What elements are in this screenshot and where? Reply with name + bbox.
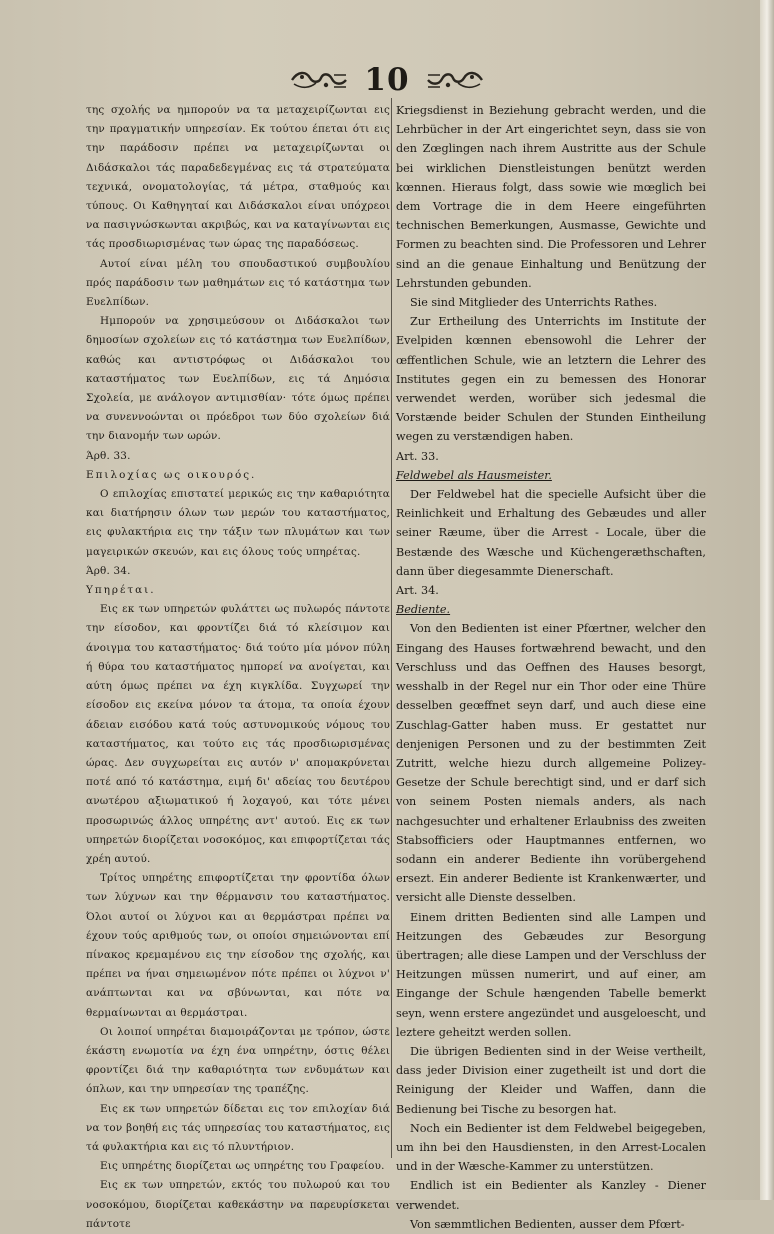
greek-heading: Άρθ. 34. [86, 564, 131, 577]
german-paragraph: Endlich ist ein Bedienter als Kanzley - Diener verwendet. [396, 1179, 706, 1212]
german-heading: Art. 34. [396, 584, 439, 598]
page-header [0, 62, 774, 98]
german-column [396, 101, 706, 1231]
german-paragraph: Von sæmmtlichen Bedienten, ausser dem Pfœrt- [410, 1217, 685, 1231]
greek-heading: Άρθ. 33. [86, 449, 131, 462]
german-paragraph: Kriegsdienst in Beziehung gebracht werden, und die Lehrbücher in der Art eingerichtet seyn, dass sie von den Zœglingen nach ihrem Austritte aus der Schule bei wirklichen Dienstleistungen benützt werden kœnnen. Hieraus folgt, dass sowie wie mœglich bei dem Vortrage die in dem Heere eingeführten technischen Bemerkungen, Ausmasse, Gewichte und Formen zu beachten sind. Die Professoren und Lehrer sind an die genaue Einhaltung und Benützung der Lehrstunden gebunden. [396, 104, 706, 290]
german-heading: Bediente. [396, 603, 451, 617]
greek-paragraph: Εις εκ των υπηρετών, εκτός του πυλωρού και του νοσοκόμου, διορίζεται καθεκάστην να παρευρίσκεται πάντοτε [86, 1179, 390, 1230]
greek-paragraph: Εις εκ των υπηρετών δίδεται εις τον επιλοχίαν διά να τον βοηθή εις τάς υπηρεσίας του καταστήματος, εις τά φυλακτήρια και εις τό πλυντήριον. [86, 1102, 390, 1153]
greek-paragraph: Ο επιλοχίας επιστατεί μερικώς εις την καθαριότητα και διατήρησιν όλων των μερών του καταστήματος, εις φυλακτήρια εις την τάξιν των πλυμάτων και των μαγειρικών σκευών, και εις όλους τούς υπηρέτας. [86, 488, 390, 558]
greek-heading: Υπηρέται. [86, 584, 156, 597]
right-ornament-icon [424, 69, 486, 91]
german-paragraph: Noch ein Bedienter ist dem Feldwebel beigegeben, um ihn bei den Hausdiensten, in den Arrest-Localen und in der Wæsche-Kammer zu unterstützen. [396, 1121, 706, 1174]
greek-paragraph: Αυτοί είναι μέλη του σπουδαστικού συμβουλίου πρός παράδοσιν των μαθημάτων εις τό κατάστημα των Ευελπίδων. [86, 257, 390, 309]
german-paragraph: Einem dritten Bedienten sind alle Lampen und Heitzungen des Gebæudes zur Besorgung übertragen; alle diese Lampen und der Verschluss der Heitzungen müssen numerirt, und auf einer, am Eingange der Schule hængenden Tabelle bemerkt seyn, wenn erstere angezündet und ausgeloescht, und leztere geheitzt werden sollen. [396, 910, 706, 1039]
greek-paragraph: Εις υπηρέτης διορίζεται ως υπηρέτης του Γραφείου. [100, 1160, 385, 1173]
german-heading: Art. 33. [396, 449, 439, 463]
greek-paragraph: Τρίτος υπηρέτης επιφορτίζεται την φροντίδα όλων των λύχνων και την θέρμανσιν του καταστήματος. Όλοι αυτοί οι λύχνοι και αι θερμάστραι πρέπει να έχουν τούς αριθμούς των, οι οποίοι σημειώνονται επί πίνακος κρεμαμένου εις την είσοδον της σχολής, και πρέπει να ήναι σημειωμένον πότε πρέπει οι λύχνοι ν' ανάπτωνται και να σβύνωνται, και πότε να θερμαίνωνται αι θερμάστραι. [86, 872, 390, 1019]
left-ornament-icon [288, 69, 350, 91]
greek-heading: Επιλοχίας ως οικουρός. [86, 468, 257, 481]
page-edge [760, 0, 774, 1200]
greek-paragraph: Οι λοιποί υπηρέται διαμοιράζονται με τρόπον, ώστε έκάστη ενωμοτία να έχη ένα υπηρέτην, όστις θέλει φροντίζει διά την καθαριότητα των ενδυμάτων και όπλων, και την υπηρεσίαν της τραπέζης. [86, 1025, 390, 1096]
german-paragraph: Die übrigen Bedienten sind in der Weise vertheilt, dass jeder Division einer zugetheilt ist und dort die Reinigung der Kleider und Waffen, dann die Bedienung bei Tische zu besorgen hat. [396, 1044, 706, 1116]
greek-column [86, 101, 390, 1230]
german-paragraph: Sie sind Mitglieder des Unterrichts Rathes. [410, 296, 658, 310]
greek-paragraph: της σχολής να ημπορούν να τα μεταχειρίζωνται εις την πραγματικήν υπηρεσίαν. Εκ τούτου έπεται ότι εις την παράδοσιν πρέπει να μεταχειρίζωνται οι Διδάσκαλοι τάς παραδεδεγμένας εις τά στρατεύματα τεχνικά, ονοματολογίας, τά μέτρα, σταθμούς και τύπους. Οι Καθηγηταί και Διδάσκαλοι είναι υπόχρεοι να πασιγνώσκωνται ακριβώς, και να καταγίνωνται εις τάς προσδιωρισμένας των ώρας της παραδόσεως. [86, 104, 390, 251]
column-divider [391, 98, 392, 1158]
page-number: 10 [364, 62, 410, 98]
greek-paragraph: Ημπορούν να χρησιμεύσουν οι Διδάσκαλοι των δημοσίων σχολείων εις τό κατάστημα των Ευελπίδων, καθώς και αντιστρόφως οι Διδάσκαλοι του καταστήματος των Ευελπίδων, εις τά Δημόσια Σχολεία, με ανάλογον αντιμισθίαν· τότε όμως πρέπει να συνεννοώνται οι πρόεδροι των δύο σχολείων διά την διανομήν των ωρών. [86, 315, 390, 443]
greek-paragraph: Εις εκ των υπηρετών φυλάττει ως πυλωρός πάντοτε την είσοδον, και φροντίζει διά τό κλείσιμον και άνοιγμα του καταστήματος· διά τούτο μία μόνον πύλη ή θύρα του καταστήματος ημπορεί να ανοίγεται, και αύτη όμως πρέπει να έχη κιγκλίδα. Συγχωρεί την είσοδον εις εκείνα μόνον τα άτομα, τα οποία έχουν άδειαν εισόδου κατά τούς αστυνομικούς νόμους του καταστήματος, και τούτο εις τάς προσδιωρισμένας ώρας. Δεν συγχωρείται εις αυτόν ν' απομακρύνεται ποτέ από τό κατάστημα, ειμή δι' αδείας του δευτέρου ανωτέρου αξιωματικού ή λοχαγού, και τότε μένει προσωρινώς άλλος υπηρέτης αντ' αυτού. Εις εκ των υπηρετών διορίζεται νοσοκόμος, και επιφορτίζεται τάς χρέη αυτού. [86, 603, 390, 865]
german-paragraph: Von den Bedienten ist einer Pfœrtner, welcher den Eingang des Hauses fortwæhrend bewacht, und den Verschluss und das Oeffnen des Hauses besorgt, wesshalb in der Regel nur ein Thor oder eine Thüre desselben geœffnet seyn darf, und auch diese eine Zuschlag-Gatter haben muss. Er gestattet nur denjenigen Personen und zu der bestimmten Zeit Zutritt, welche hiezu durch allgemeine Polizey-Gesetze der Schule berechtigt sind, und er darf sich von seinem Posten niemals anders, als nach nachgesuchter und erhaltener Erlaubniss des zweiten Stabsofficiers oder Hauptmannes entfernen, wo sodann ein anderer Bediente ihn vorübergehend ersezt. Ein anderer Bediente ist Krankenwærter, und versicht alle Dienste desselben. [396, 622, 706, 905]
german-paragraph: Der Feldwebel hat die specielle Aufsicht über die Reinlichkeit und Erhaltung des Gebæudes und aller seiner Ræume, über die Arrest - Locale, über die Bestænde des Wæsche und Küchengeræthschaften, dann über diegesammte Dienerschaft. [396, 488, 706, 578]
german-heading: Feldwebel als Hausmeister. [396, 468, 552, 482]
german-paragraph: Zur Ertheilung des Unterrichts im Institute der Evelpiden kœnnen ebensowohl die Lehrer der œffentlichen Schule, wie an letztern die Lehrer des Institutes gegen ein zu bemessen des Honorar verwendet werden, worüber sich jedesmal die Vorstænde beider Schulen der Stunden Eintheilung wegen zu verstændigen haben. [396, 315, 706, 444]
